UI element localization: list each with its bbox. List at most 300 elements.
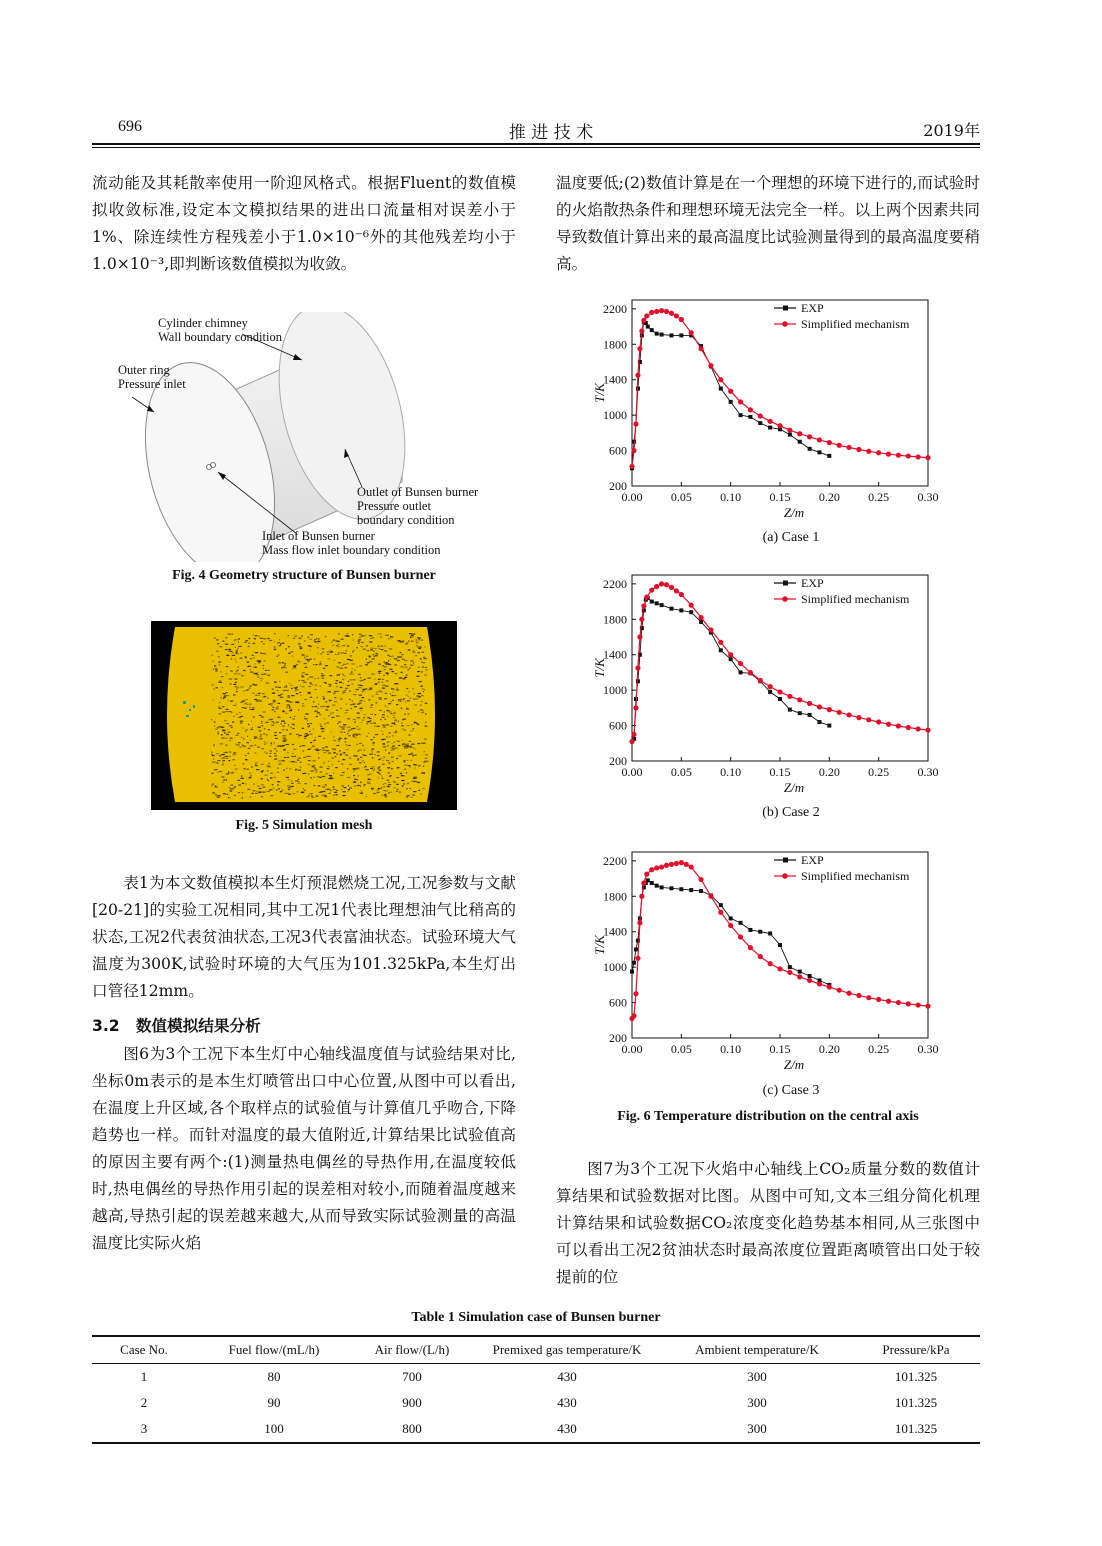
y-tick-label: 2200 xyxy=(603,576,627,591)
table1-header-row xyxy=(92,1336,980,1364)
data-point-simplified xyxy=(925,455,930,460)
label-mass-flow-inlet: Mass flow inlet boundary condition xyxy=(262,543,441,557)
data-point-exp xyxy=(679,608,683,612)
data-point-simplified xyxy=(679,592,684,597)
data-point-simplified xyxy=(679,317,684,322)
data-point-exp xyxy=(768,690,772,694)
fig6c-subtitle: (c) Case 3 xyxy=(762,1083,820,1098)
data-point-simplified xyxy=(807,434,812,439)
table1-caption: Table 1 Simulation case of Bunsen burner xyxy=(411,1310,661,1325)
data-point-exp xyxy=(650,328,654,332)
data-point-simplified xyxy=(674,588,679,593)
table-header-cell: Pressure/kPa xyxy=(852,1336,980,1364)
table-row xyxy=(92,1364,980,1391)
data-point-simplified xyxy=(787,694,792,699)
paragraph-table1: 表1为本文数值模拟本生灯预混燃烧工况,工况参数与文献[20-21]的实验工况相同,其中工况1代表比理想油气比稍高的状态,工况2代表贫油状态,工况3代表富油状态。试验环境大气温度为300K,试验时环境的大气压为101.325kPa,本生灯出口管径12mm。 xyxy=(92,874,516,1000)
data-point-simplified xyxy=(718,377,723,382)
data-point-simplified xyxy=(837,988,842,993)
data-point-exp xyxy=(729,916,733,920)
data-point-exp xyxy=(758,421,762,425)
data-point-simplified xyxy=(631,1013,636,1018)
data-point-simplified xyxy=(637,920,642,925)
x-tick-label: 0.30 xyxy=(917,765,939,779)
data-point-exp xyxy=(817,720,821,724)
data-point-simplified xyxy=(856,715,861,720)
data-point-exp xyxy=(699,889,703,893)
data-point-simplified xyxy=(846,991,851,996)
journal-title: 推 进 技 术 xyxy=(508,123,594,143)
x-axis-label: Z/m xyxy=(783,505,805,520)
data-point-exp xyxy=(669,886,673,890)
data-point-simplified xyxy=(728,652,733,657)
label-pressure-outlet: Pressure outlet xyxy=(357,499,431,513)
data-point-simplified xyxy=(916,726,921,731)
data-point-exp xyxy=(748,928,752,932)
data-point-simplified xyxy=(738,934,743,939)
data-point-simplified xyxy=(637,634,642,639)
data-point-simplified xyxy=(718,640,723,645)
data-point-simplified xyxy=(649,587,654,592)
data-point-simplified xyxy=(916,1002,921,1007)
x-tick-label: 0.25 xyxy=(868,1042,890,1056)
fig6b-subtitle: (b) Case 2 xyxy=(762,805,820,820)
data-point-simplified xyxy=(633,421,638,426)
label-outlet: Outlet of Bunsen burner xyxy=(357,485,479,499)
data-point-simplified xyxy=(787,428,792,433)
data-point-simplified xyxy=(698,877,703,882)
header-rule-thin xyxy=(92,147,980,148)
data-point-simplified xyxy=(664,863,669,868)
data-point-exp xyxy=(655,332,659,336)
data-point-simplified xyxy=(817,437,822,442)
data-point-simplified xyxy=(768,684,773,689)
table-header-cell: Ambient temperature/K xyxy=(662,1336,852,1364)
y-tick-label: 1800 xyxy=(603,612,627,627)
x-tick-label: 0.30 xyxy=(917,490,939,504)
data-point-simplified xyxy=(698,615,703,620)
fig6a-chart xyxy=(556,290,956,525)
data-point-simplified xyxy=(748,945,753,950)
data-point-simplified xyxy=(689,864,694,869)
data-point-exp xyxy=(699,620,703,624)
data-point-simplified xyxy=(886,722,891,727)
publication-year: 2019年 xyxy=(923,121,980,140)
data-point-simplified xyxy=(876,450,881,455)
x-tick-label: 0.05 xyxy=(670,490,692,504)
series-line-simplified xyxy=(632,863,928,1019)
data-point-exp xyxy=(660,885,664,889)
x-tick-label: 0.25 xyxy=(868,765,890,779)
data-point-exp xyxy=(646,325,650,329)
data-point-simplified xyxy=(807,978,812,983)
data-point-exp xyxy=(798,711,802,715)
data-point-exp xyxy=(788,433,792,437)
y-axis-label: T/K xyxy=(592,935,607,955)
data-point-simplified xyxy=(708,894,713,899)
data-point-simplified xyxy=(644,313,649,318)
page-number: 696 xyxy=(118,118,142,135)
data-point-exp xyxy=(808,447,812,451)
data-point-simplified xyxy=(797,697,802,702)
data-point-simplified xyxy=(679,860,684,865)
x-tick-label: 0.20 xyxy=(818,490,840,504)
data-point-simplified xyxy=(708,363,713,368)
x-tick-label: 0.00 xyxy=(621,490,643,504)
data-point-simplified xyxy=(649,310,654,315)
legend-label: EXP xyxy=(801,853,824,867)
y-axis-label: T/K xyxy=(592,658,607,678)
data-point-simplified xyxy=(846,712,851,717)
data-point-simplified xyxy=(639,894,644,899)
data-point-simplified xyxy=(669,862,674,867)
table-cell: 700 xyxy=(402,1369,422,1384)
right-column-bottom xyxy=(556,1156,980,1291)
data-point-exp xyxy=(630,970,634,974)
data-point-exp xyxy=(650,881,654,885)
x-tick-label: 0.00 xyxy=(621,765,643,779)
x-axis-label: Z/m xyxy=(783,1057,805,1072)
left-column-bottom xyxy=(92,1041,516,1257)
data-point-simplified xyxy=(876,719,881,724)
data-point-exp xyxy=(679,887,683,891)
fig6c-chart xyxy=(556,842,956,1077)
y-axis-label: T/K xyxy=(592,383,607,403)
data-point-simplified xyxy=(866,995,871,1000)
series-line-simplified xyxy=(632,584,928,742)
data-point-simplified xyxy=(768,419,773,424)
data-point-simplified xyxy=(633,991,638,996)
label-pressure-inlet: Pressure inlet xyxy=(118,377,186,391)
data-point-exp xyxy=(729,657,733,661)
data-point-exp xyxy=(689,610,693,614)
data-point-simplified xyxy=(631,448,636,453)
data-point-simplified xyxy=(876,997,881,1002)
data-point-exp xyxy=(748,415,752,419)
table-header-cell: Air flow/(L/h) xyxy=(352,1336,472,1364)
legend-marker xyxy=(782,596,788,602)
y-tick-label: 1400 xyxy=(603,372,627,387)
data-point-simplified xyxy=(846,445,851,450)
data-point-simplified xyxy=(654,309,659,314)
data-point-simplified xyxy=(827,440,832,445)
legend-marker xyxy=(782,321,788,327)
series-line-exp xyxy=(632,322,829,468)
label-cylinder-chimney: Cylinder chimney xyxy=(158,316,248,330)
x-tick-label: 0.05 xyxy=(670,765,692,779)
x-tick-label: 0.20 xyxy=(818,765,840,779)
x-tick-label: 0.00 xyxy=(621,1042,643,1056)
legend-label: EXP xyxy=(801,301,824,315)
data-point-exp xyxy=(739,921,743,925)
table-cell: 100 xyxy=(196,1416,352,1443)
data-point-exp xyxy=(632,961,636,965)
x-tick-label: 0.30 xyxy=(917,1042,939,1056)
fig6a-subtitle: (a) Case 1 xyxy=(762,530,820,545)
data-point-simplified xyxy=(856,447,861,452)
x-tick-label: 0.10 xyxy=(720,490,742,504)
data-point-simplified xyxy=(768,961,773,966)
label-inlet: Inlet of Bunsen burner xyxy=(262,529,375,543)
y-tick-label: 600 xyxy=(609,443,627,458)
data-point-exp xyxy=(636,679,640,683)
data-point-simplified xyxy=(629,464,634,469)
label-wall-boundary: Wall boundary condition xyxy=(158,330,282,344)
data-point-simplified xyxy=(777,966,782,971)
y-tick-label: 1000 xyxy=(603,960,627,975)
data-point-exp xyxy=(817,450,821,454)
data-point-simplified xyxy=(906,725,911,730)
data-point-exp xyxy=(729,400,733,404)
data-point-simplified xyxy=(758,413,763,418)
data-point-exp xyxy=(798,440,802,444)
data-point-simplified xyxy=(797,974,802,979)
table-cell: 900 xyxy=(402,1395,422,1410)
legend-marker xyxy=(782,873,788,879)
data-point-exp xyxy=(679,333,683,337)
data-point-simplified xyxy=(925,728,930,733)
data-point-simplified xyxy=(777,689,782,694)
data-point-simplified xyxy=(641,880,646,885)
table-cell: 1 xyxy=(140,1369,148,1384)
x-tick-label: 0.15 xyxy=(769,490,791,504)
series-line-simplified xyxy=(632,311,928,467)
paragraph-fig6: 图6为3个工况下本生灯中心轴线温度值与试验结果对比,坐标0m表示的是本生灯喷管出口中心位置,从图中可以看出,在温度上升区域,各个取样点的试验值与计算值几乎吻合,下降趋势也一样。而针对温度的最大值附近,计算结果比试验值高的原因主要有两个:(1)测量热电偶丝的导热作用,在温度较低时,热电偶丝的导热作用引起的误差相对较小,而随着温度越来越高,导热引起的误差越来越大,从而导致实际试验测量的高温温度比实际火焰 xyxy=(92,1045,516,1252)
paragraph-fig7: 图7为3个工况下火焰中心轴线上CO₂质量分数的数值计算结果和试验数据对比图。从图中可知,文本三组分简化机理计算结果和试验数据CO₂浓度变化趋势基本相同,从三张图中可以看出工况2贫油状态时最高浓度位置距离喷管出口处于较提前的位 xyxy=(556,1160,980,1286)
data-point-simplified xyxy=(635,665,640,670)
table-cell: 300 xyxy=(747,1369,767,1384)
data-point-simplified xyxy=(659,581,664,586)
data-point-simplified xyxy=(797,431,802,436)
data-point-simplified xyxy=(837,710,842,715)
data-point-exp xyxy=(719,648,723,652)
data-point-simplified xyxy=(641,318,646,323)
data-point-simplified xyxy=(916,454,921,459)
y-tick-label: 600 xyxy=(609,718,627,733)
data-point-exp xyxy=(778,697,782,701)
data-point-exp xyxy=(719,903,723,907)
y-tick-label: 1000 xyxy=(603,408,627,423)
legend-marker xyxy=(783,581,788,586)
data-point-simplified xyxy=(896,1000,901,1005)
data-point-simplified xyxy=(738,399,743,404)
data-point-simplified xyxy=(669,585,674,590)
data-point-exp xyxy=(758,930,762,934)
y-tick-label: 1400 xyxy=(603,924,627,939)
data-point-exp xyxy=(719,387,723,391)
data-point-exp xyxy=(798,970,802,974)
data-point-simplified xyxy=(659,308,664,313)
data-point-simplified xyxy=(758,954,763,959)
data-point-simplified xyxy=(674,313,679,318)
data-point-simplified xyxy=(827,984,832,989)
data-point-simplified xyxy=(689,330,694,335)
table-cell: 300 xyxy=(662,1416,852,1443)
data-point-simplified xyxy=(639,617,644,622)
data-point-simplified xyxy=(925,1004,930,1009)
data-point-exp xyxy=(739,413,743,417)
y-tick-label: 200 xyxy=(609,479,627,493)
section-heading xyxy=(92,1014,261,1036)
fig5-mesh-image xyxy=(151,621,457,810)
data-point-simplified xyxy=(684,862,689,867)
y-tick-label: 2200 xyxy=(603,853,627,868)
data-point-exp xyxy=(827,724,831,728)
y-tick-label: 1000 xyxy=(603,683,627,698)
data-point-simplified xyxy=(644,595,649,600)
data-point-simplified xyxy=(641,603,646,608)
table-header-cell: Case No. xyxy=(92,1336,196,1364)
data-point-exp xyxy=(788,965,792,969)
legend-label: EXP xyxy=(801,576,824,590)
data-point-simplified xyxy=(886,999,891,1004)
data-point-simplified xyxy=(896,453,901,458)
data-point-simplified xyxy=(654,584,659,589)
data-point-simplified xyxy=(635,956,640,961)
data-point-simplified xyxy=(633,705,638,710)
data-point-exp xyxy=(768,426,772,430)
data-point-exp xyxy=(669,607,673,611)
table-cell: 2 xyxy=(140,1395,148,1410)
table-cell: 3 xyxy=(92,1416,196,1443)
data-point-exp xyxy=(739,670,743,674)
data-point-simplified xyxy=(664,582,669,587)
legend-marker xyxy=(783,306,788,311)
data-point-exp xyxy=(768,931,772,935)
table-cell: 101.325 xyxy=(852,1416,980,1443)
table-cell: 80 xyxy=(267,1369,281,1384)
table-cell: 101.325 xyxy=(894,1369,938,1384)
x-tick-label: 0.15 xyxy=(769,1042,791,1056)
table1 xyxy=(92,1335,980,1444)
table-row xyxy=(92,1390,980,1416)
data-point-simplified xyxy=(718,910,723,915)
data-point-simplified xyxy=(817,981,822,986)
table-cell: 300 xyxy=(747,1395,767,1410)
data-point-simplified xyxy=(777,423,782,428)
data-point-simplified xyxy=(896,723,901,728)
data-point-simplified xyxy=(728,389,733,394)
data-point-simplified xyxy=(728,923,733,928)
data-point-simplified xyxy=(669,311,674,316)
x-tick-label: 0.20 xyxy=(818,1042,840,1056)
data-point-exp xyxy=(669,333,673,337)
header-rule xyxy=(92,143,980,145)
data-point-exp xyxy=(655,884,659,888)
paragraph-continued: 温度要低;(2)数值计算是在一个理想的环境下进行的,而试验时的火焰散热条件和理想环境无法完全一样。以上两个因素共同导致数值计算出来的最高温度比试验测量得到的最高温度要稍高。 xyxy=(556,174,980,273)
data-point-simplified xyxy=(738,661,743,666)
legend-label: Simplified mechanism xyxy=(801,317,910,331)
data-point-simplified xyxy=(886,452,891,457)
data-point-simplified xyxy=(664,309,669,314)
data-point-exp xyxy=(788,708,792,712)
data-point-exp xyxy=(646,878,650,882)
legend-marker xyxy=(783,858,788,863)
data-point-simplified xyxy=(906,1001,911,1006)
data-point-exp xyxy=(634,947,638,951)
legend-label: Simplified mechanism xyxy=(801,869,910,883)
data-point-simplified xyxy=(659,864,664,869)
data-point-exp xyxy=(778,943,782,947)
data-point-simplified xyxy=(649,867,654,872)
data-point-simplified xyxy=(748,407,753,412)
right-column-top xyxy=(556,170,980,278)
data-point-exp xyxy=(660,333,664,337)
data-point-simplified xyxy=(708,627,713,632)
data-point-simplified xyxy=(635,373,640,378)
x-tick-label: 0.15 xyxy=(769,765,791,779)
data-point-exp xyxy=(660,603,664,607)
data-point-simplified xyxy=(866,449,871,454)
left-column-top xyxy=(92,170,516,278)
fig4-caption: Fig. 4 Geometry structure of Bunsen burner xyxy=(172,568,436,583)
table-cell: 430 xyxy=(557,1395,577,1410)
data-point-simplified xyxy=(748,670,753,675)
data-point-exp xyxy=(808,713,812,717)
x-tick-label: 0.05 xyxy=(670,1042,692,1056)
left-column-middle xyxy=(92,870,516,1005)
section-title: 数值模拟结果分析 xyxy=(135,1017,261,1035)
table-header-cell: Premixed gas temperature/K xyxy=(472,1336,662,1364)
label-outlet-boundary: boundary condition xyxy=(357,513,455,527)
table-cell: 90 xyxy=(267,1395,281,1410)
y-tick-label: 200 xyxy=(609,754,627,768)
data-point-simplified xyxy=(906,453,911,458)
data-point-exp xyxy=(650,600,654,604)
section-number: 3.2 xyxy=(92,1017,120,1035)
data-point-simplified xyxy=(837,443,842,448)
data-point-simplified xyxy=(856,993,861,998)
data-point-simplified xyxy=(689,603,694,608)
fig5-caption: Fig. 5 Simulation mesh xyxy=(235,818,373,833)
y-tick-label: 1800 xyxy=(603,337,627,352)
y-tick-label: 200 xyxy=(609,1031,627,1045)
data-point-simplified xyxy=(637,346,642,351)
y-tick-label: 1400 xyxy=(603,647,627,662)
x-tick-label: 0.10 xyxy=(720,765,742,779)
x-tick-label: 0.10 xyxy=(720,1042,742,1056)
data-point-simplified xyxy=(674,861,679,866)
data-point-simplified xyxy=(629,739,634,744)
data-point-simplified xyxy=(631,732,636,737)
legend-label: Simplified mechanism xyxy=(801,592,910,606)
data-point-simplified xyxy=(827,707,832,712)
series-line-exp xyxy=(632,598,829,742)
table-header-cell: Fuel flow/(mL/h) xyxy=(196,1336,352,1364)
data-point-simplified xyxy=(698,346,703,351)
data-point-exp xyxy=(689,888,693,892)
label-outer-ring: Outer ring xyxy=(118,363,170,377)
table-cell: 800 xyxy=(352,1416,472,1443)
y-tick-label: 1800 xyxy=(603,889,627,904)
data-point-simplified xyxy=(787,970,792,975)
paragraph-convergence: 流动能及其耗散率使用一阶迎风格式。根据Fluent的数值模拟收敛标准,设定本文模拟结果的进出口流量相对误差小于1%、除连续性方程残差小于1.0×10⁻⁶外的其他残差均小于1.0×10⁻³,即判断该数值模拟为收敛。 xyxy=(92,174,516,273)
data-point-simplified xyxy=(644,872,649,877)
table-cell: 101.325 xyxy=(894,1395,938,1410)
y-tick-label: 600 xyxy=(609,995,627,1010)
fig6b-chart xyxy=(556,565,956,800)
data-point-simplified xyxy=(866,717,871,722)
data-point-simplified xyxy=(654,865,659,870)
fig6-caption: Fig. 6 Temperature distribution on the central axis xyxy=(617,1109,919,1124)
data-point-exp xyxy=(655,601,659,605)
data-point-exp xyxy=(808,974,812,978)
table-row xyxy=(92,1416,980,1443)
data-point-simplified xyxy=(758,678,763,683)
data-point-simplified xyxy=(817,704,822,709)
y-tick-label: 2200 xyxy=(603,301,627,316)
data-point-exp xyxy=(827,454,831,458)
data-point-simplified xyxy=(639,328,644,333)
